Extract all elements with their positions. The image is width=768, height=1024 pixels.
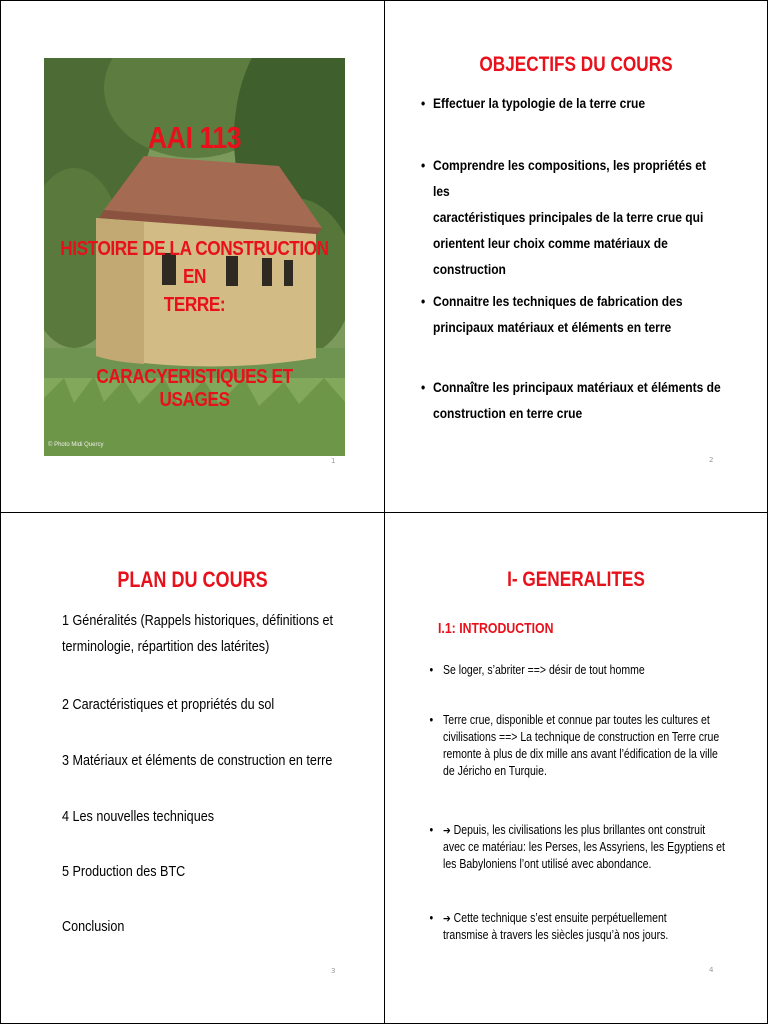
text-line: caractéristiques principales de la terre crue qui (433, 209, 704, 225)
plan-item (62, 608, 352, 660)
text-line-content: Depuis, les civilisations les plus brillantes ont construit (453, 823, 706, 837)
course-subtitle: CARACYERISTIQUES ET USAGES (96, 366, 293, 411)
slide-2 (384, 0, 768, 513)
text-line: 5 Production des BTC (62, 863, 186, 880)
objective-item (433, 374, 725, 426)
text-line: remonte à plus de dix mille ans avant l’édification de la ville (443, 747, 718, 761)
text-line: construction (433, 261, 506, 277)
course-title-line-1: HISTOIRE DE LA CONSTRUCTION EN (60, 238, 329, 288)
text-line: • Connaître les principaux matériaux et éléments de (433, 379, 721, 395)
plan-item (62, 692, 352, 718)
text-line: orientent leur choix comme matériaux de (433, 235, 668, 251)
slide-heading: I- GENERALITES (507, 568, 645, 591)
plan-item (62, 804, 352, 830)
intro-item (443, 910, 733, 944)
photo-credit: © Photo Midi Quercy (48, 442, 104, 448)
text-line: 2 Caractéristiques et propriétés du sol (62, 696, 275, 713)
text-line: • Se loger, s’abriter ==> désir de tout homme (443, 663, 645, 677)
text-line: civilisations ==> La technique de construction en Terre crue (443, 730, 720, 744)
text-line: de Jéricho en Turquie. (443, 764, 547, 778)
text-line: construction en terre crue (433, 405, 583, 421)
slide-heading: OBJECTIFS DU COURS (479, 53, 673, 76)
objective-item (433, 152, 725, 282)
plan-item (62, 748, 352, 774)
text-line: transmise à travers les siècles jusqu’à nos jours. (443, 928, 669, 942)
text-line: 4 Les nouvelles techniques (62, 808, 215, 825)
slide-number: 1 (331, 457, 336, 465)
intro-item (443, 662, 733, 679)
text-line: • Effectuer la typologie de la terre crue (433, 95, 646, 111)
plan-item (62, 859, 352, 885)
slide-number: 2 (709, 456, 714, 464)
text-line-content: Cette technique s’est ensuite perpétuellement (453, 911, 667, 925)
arrow-right-icon: ➔ (443, 824, 451, 837)
text-line: les Babyloniens l’ont utilisé avec abondance. (443, 857, 652, 871)
intro-item (443, 822, 733, 873)
course-code: AAI 113 (147, 120, 242, 155)
intro-item (443, 712, 733, 780)
slide-number: 3 (331, 967, 336, 975)
slide-number: 4 (709, 966, 714, 974)
earth-house-photo (44, 58, 345, 456)
text-line: principaux matériaux et éléments en terre (433, 319, 672, 335)
text-line: 1 Généralités (Rappels historiques, définitions et (62, 612, 334, 629)
slide-heading: PLAN DU COURS (117, 567, 268, 592)
slide-1 (0, 0, 385, 513)
text-line: Conclusion (62, 918, 125, 935)
slide-3 (0, 512, 385, 1024)
text-line: • Connaitre les techniques de fabrication des (433, 293, 683, 309)
text-line: • Comprendre les compositions, les propriétés et les (433, 157, 706, 199)
text-line: terminologie, répartition des latérites) (62, 638, 270, 655)
objective-item (433, 90, 725, 116)
text-line: avec ce matériau: les Perses, les Assyriens, les Egyptiens et (443, 840, 725, 854)
text-line: 3 Matériaux et éléments de construction en terre (62, 752, 333, 769)
objective-item (433, 288, 725, 340)
section-subheading: I.1: INTRODUCTION (438, 620, 554, 637)
text-line: • Terre crue, disponible et connue par toutes les cultures et (443, 713, 710, 727)
course-title (58, 235, 331, 319)
arrow-right-icon: ➔ (443, 912, 451, 925)
course-title-line-2: TERRE: (163, 294, 226, 316)
text-line (443, 822, 733, 839)
text-line (443, 910, 733, 927)
plan-item (62, 914, 352, 940)
